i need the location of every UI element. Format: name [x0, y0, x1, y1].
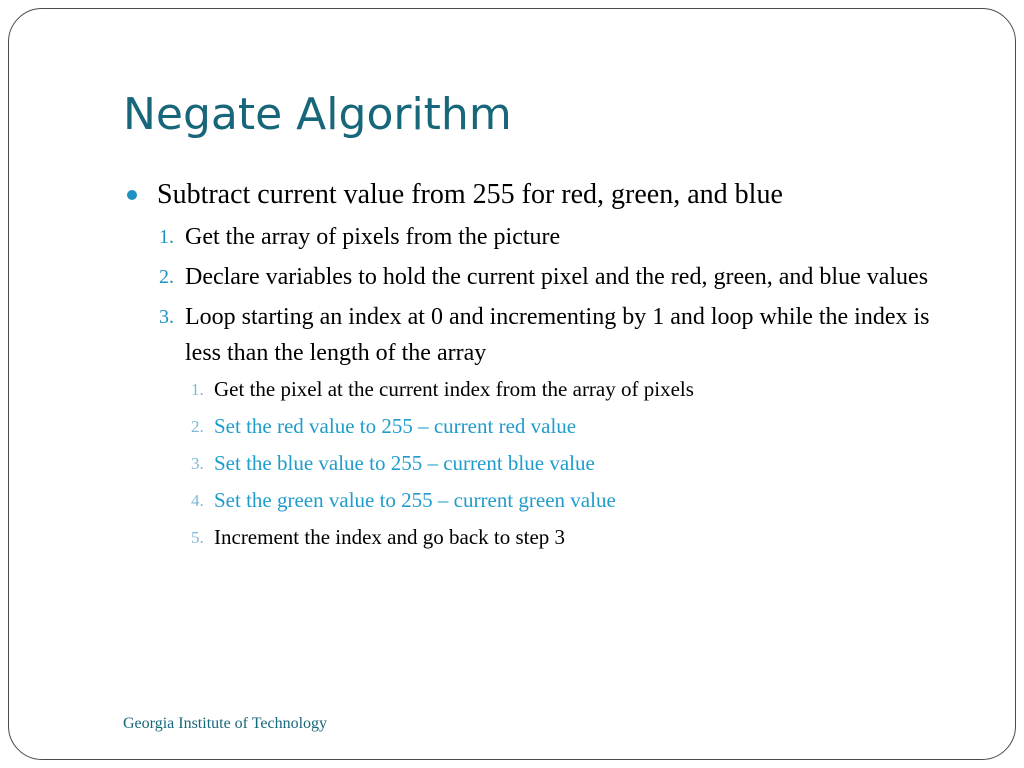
step-text: Get the array of pixels from the picture [185, 224, 561, 250]
step-number: 1. [159, 226, 174, 248]
footer-text: Georgia Institute of Technology [123, 715, 328, 732]
substep-text: Set the blue value to 255 – current blue value [214, 451, 595, 475]
substep-number: 5. [191, 528, 204, 547]
bullet-dot-icon [127, 190, 137, 200]
step-text: Declare variables to hold the current pixel and the red, green, and blue values [185, 264, 929, 290]
substep-item [191, 519, 983, 556]
step-item [159, 259, 983, 295]
substep-number: 2. [191, 417, 204, 436]
substep-item [191, 482, 983, 519]
substep-text: Increment the index and go back to step 3 [214, 525, 566, 549]
substep-number: 4. [191, 491, 204, 510]
slide-body [123, 175, 983, 556]
slide [8, 8, 1016, 760]
step-text: Loop starting an index at 0 and incrementing by 1 and loop while the index is less than the length of the array [185, 304, 930, 366]
bullet-item [123, 175, 983, 215]
slide-title: Negate Algorithm [123, 89, 512, 140]
substep-text: Get the pixel at the current index from the array of pixels [214, 377, 694, 401]
substep-item [191, 445, 983, 482]
step-number: 3. [159, 306, 174, 328]
substep-text: Set the red value to 255 – current red value [214, 414, 577, 438]
substep-item [191, 371, 983, 408]
substep-text: Set the green value to 255 – current green value [214, 488, 616, 512]
bullet-text: Subtract current value from 255 for red, green, and blue [157, 179, 783, 210]
step-item [159, 219, 983, 255]
substep-number: 1. [191, 380, 204, 399]
substep-number: 3. [191, 454, 204, 473]
step-item [159, 299, 983, 371]
step-number: 2. [159, 266, 174, 288]
substep-item [191, 408, 983, 445]
